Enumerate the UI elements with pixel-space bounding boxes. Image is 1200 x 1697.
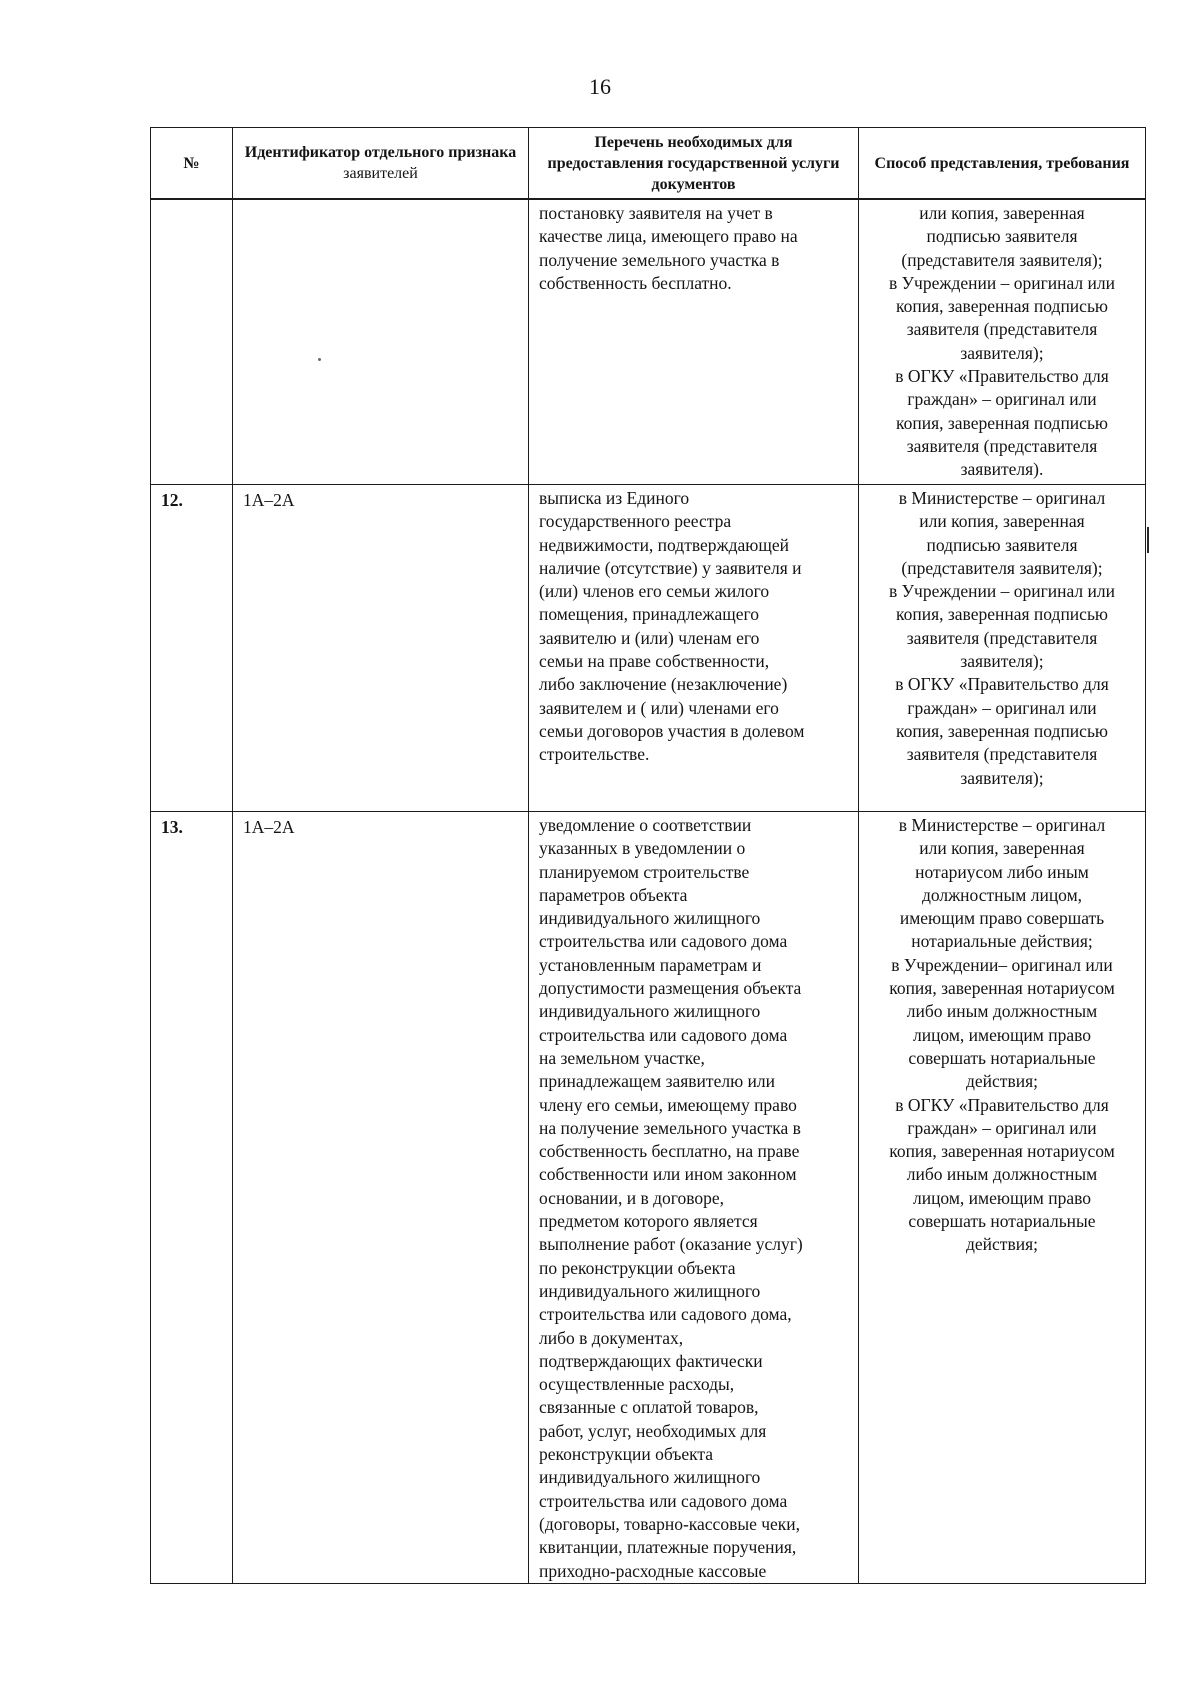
row-number-cell (151, 812, 233, 1584)
header-documents (529, 128, 859, 200)
header-identifier-bold: Идентификатор отдельного признака (244, 144, 517, 161)
row-method: или копия, заверенная подписью заявителя (представителя заявителя); в Учреждении – оригинал или копия, заверенная подписью заявителя (представителя заявителя); в ОГКУ «Правительство для граждан» – оригинал или копия, заверенная подписью заявителя (представителя заявителя). (889, 203, 1115, 480)
header-row (151, 128, 1146, 200)
row-number-cell (151, 485, 233, 812)
row-method-cell (859, 812, 1146, 1584)
row-identifier: 1А–2А (243, 817, 295, 837)
header-number-label: № (183, 154, 200, 172)
header-number (151, 128, 233, 200)
row-method-cell (859, 485, 1146, 812)
table-row (151, 485, 1146, 812)
row-method: в Министерстве – оригинал или копия, заверенная нотариусом либо иным должностным лицом, имеющим право совершать нотариальные действия; в Учреждении– оригинал или копия, заверенная нотариусом либо иным должностным лицом, имеющим право совершать нотариальные действия; в ОГКУ «Правительство для граждан» – оригинал или копия, заверенная нотариусом либо иным должностным лицом, имеющим право совершать нотариальные действия; (889, 815, 1115, 1255)
row-documents: постановку заявителя на учет в качестве лица, имеющего право на получение земельного участка в собственность бесплатно. (539, 203, 798, 293)
row-documents-cell (529, 199, 859, 485)
row-number-cell (151, 199, 233, 485)
row-documents: уведомление о соответствии указанных в уведомлении о планируемом строительстве параметров объекта индивидуального жилищного строительства или садового дома установленным параметрам и допустимости размещения объекта индивидуального жилищного строительства или садового дома на земельном участке, принадлежащем заявителю или члену его семьи, имеющему право на получение земельного участка в собственность бесплатно, на праве собственности или ином законном основании, и в договоре, предметом которого является выполнение работ (оказание услуг) по реконструкции объекта индивидуального жилищного строительства или садового дома, либо в документах, подтверждающих фактически осуществленные расходы, связанные с оплатой товаров, работ, услуг, необходимых для реконструкции объекта индивидуального жилищного строительства или садового дома (договоры, товарно-кассовые чеки, квитанции, платежные поручения, приходно-расходные кассовые (539, 815, 803, 1581)
row-documents: выписка из Единого государственного реестра недвижимости, подтверждающей наличие (отсутствие) у заявителя и (или) членов его семьи жилого помещения, принадлежащего заявителю и (или) членам его семьи на праве собственности, либо заключение (незаключение) заявителем и ( или) членами его семьи договоров участия в долевом строительстве. (539, 488, 805, 765)
header-identifier-regular: заявителей (343, 165, 418, 182)
row-identifier-cell (233, 812, 529, 1584)
table-header (151, 128, 1146, 200)
row-number: 12. (161, 490, 183, 510)
row-identifier: 1А–2А (243, 490, 295, 510)
table-body (151, 199, 1146, 1583)
row-documents-cell (529, 812, 859, 1584)
page-number: 16 (589, 74, 611, 99)
table-row (151, 812, 1146, 1584)
services-documents-table (150, 127, 1146, 1584)
row-identifier-cell (233, 485, 529, 812)
row-documents-cell (529, 485, 859, 812)
header-identifier (233, 128, 529, 200)
header-documents-label: Перечень необходимых для предоставления государственной услуги документов (547, 133, 840, 193)
row-number: 13. (161, 817, 183, 837)
row-identifier-cell (233, 199, 529, 485)
scan-margin-mark (1147, 527, 1149, 553)
scan-speck (318, 358, 321, 361)
row-method-cell (859, 199, 1146, 485)
header-method (859, 128, 1146, 200)
row-method: в Министерстве – оригинал или копия, заверенная подписью заявителя (представителя заявителя); в Учреждении – оригинал или копия, заверенная подписью заявителя (представителя заявителя); в ОГКУ «Правительство для граждан» – оригинал или копия, заверенная подписью заявителя (представителя заявителя); (889, 488, 1115, 788)
header-identifier-label (233, 142, 528, 184)
header-method-label: Способ представления, требования (874, 154, 1130, 172)
table-row (151, 199, 1146, 485)
